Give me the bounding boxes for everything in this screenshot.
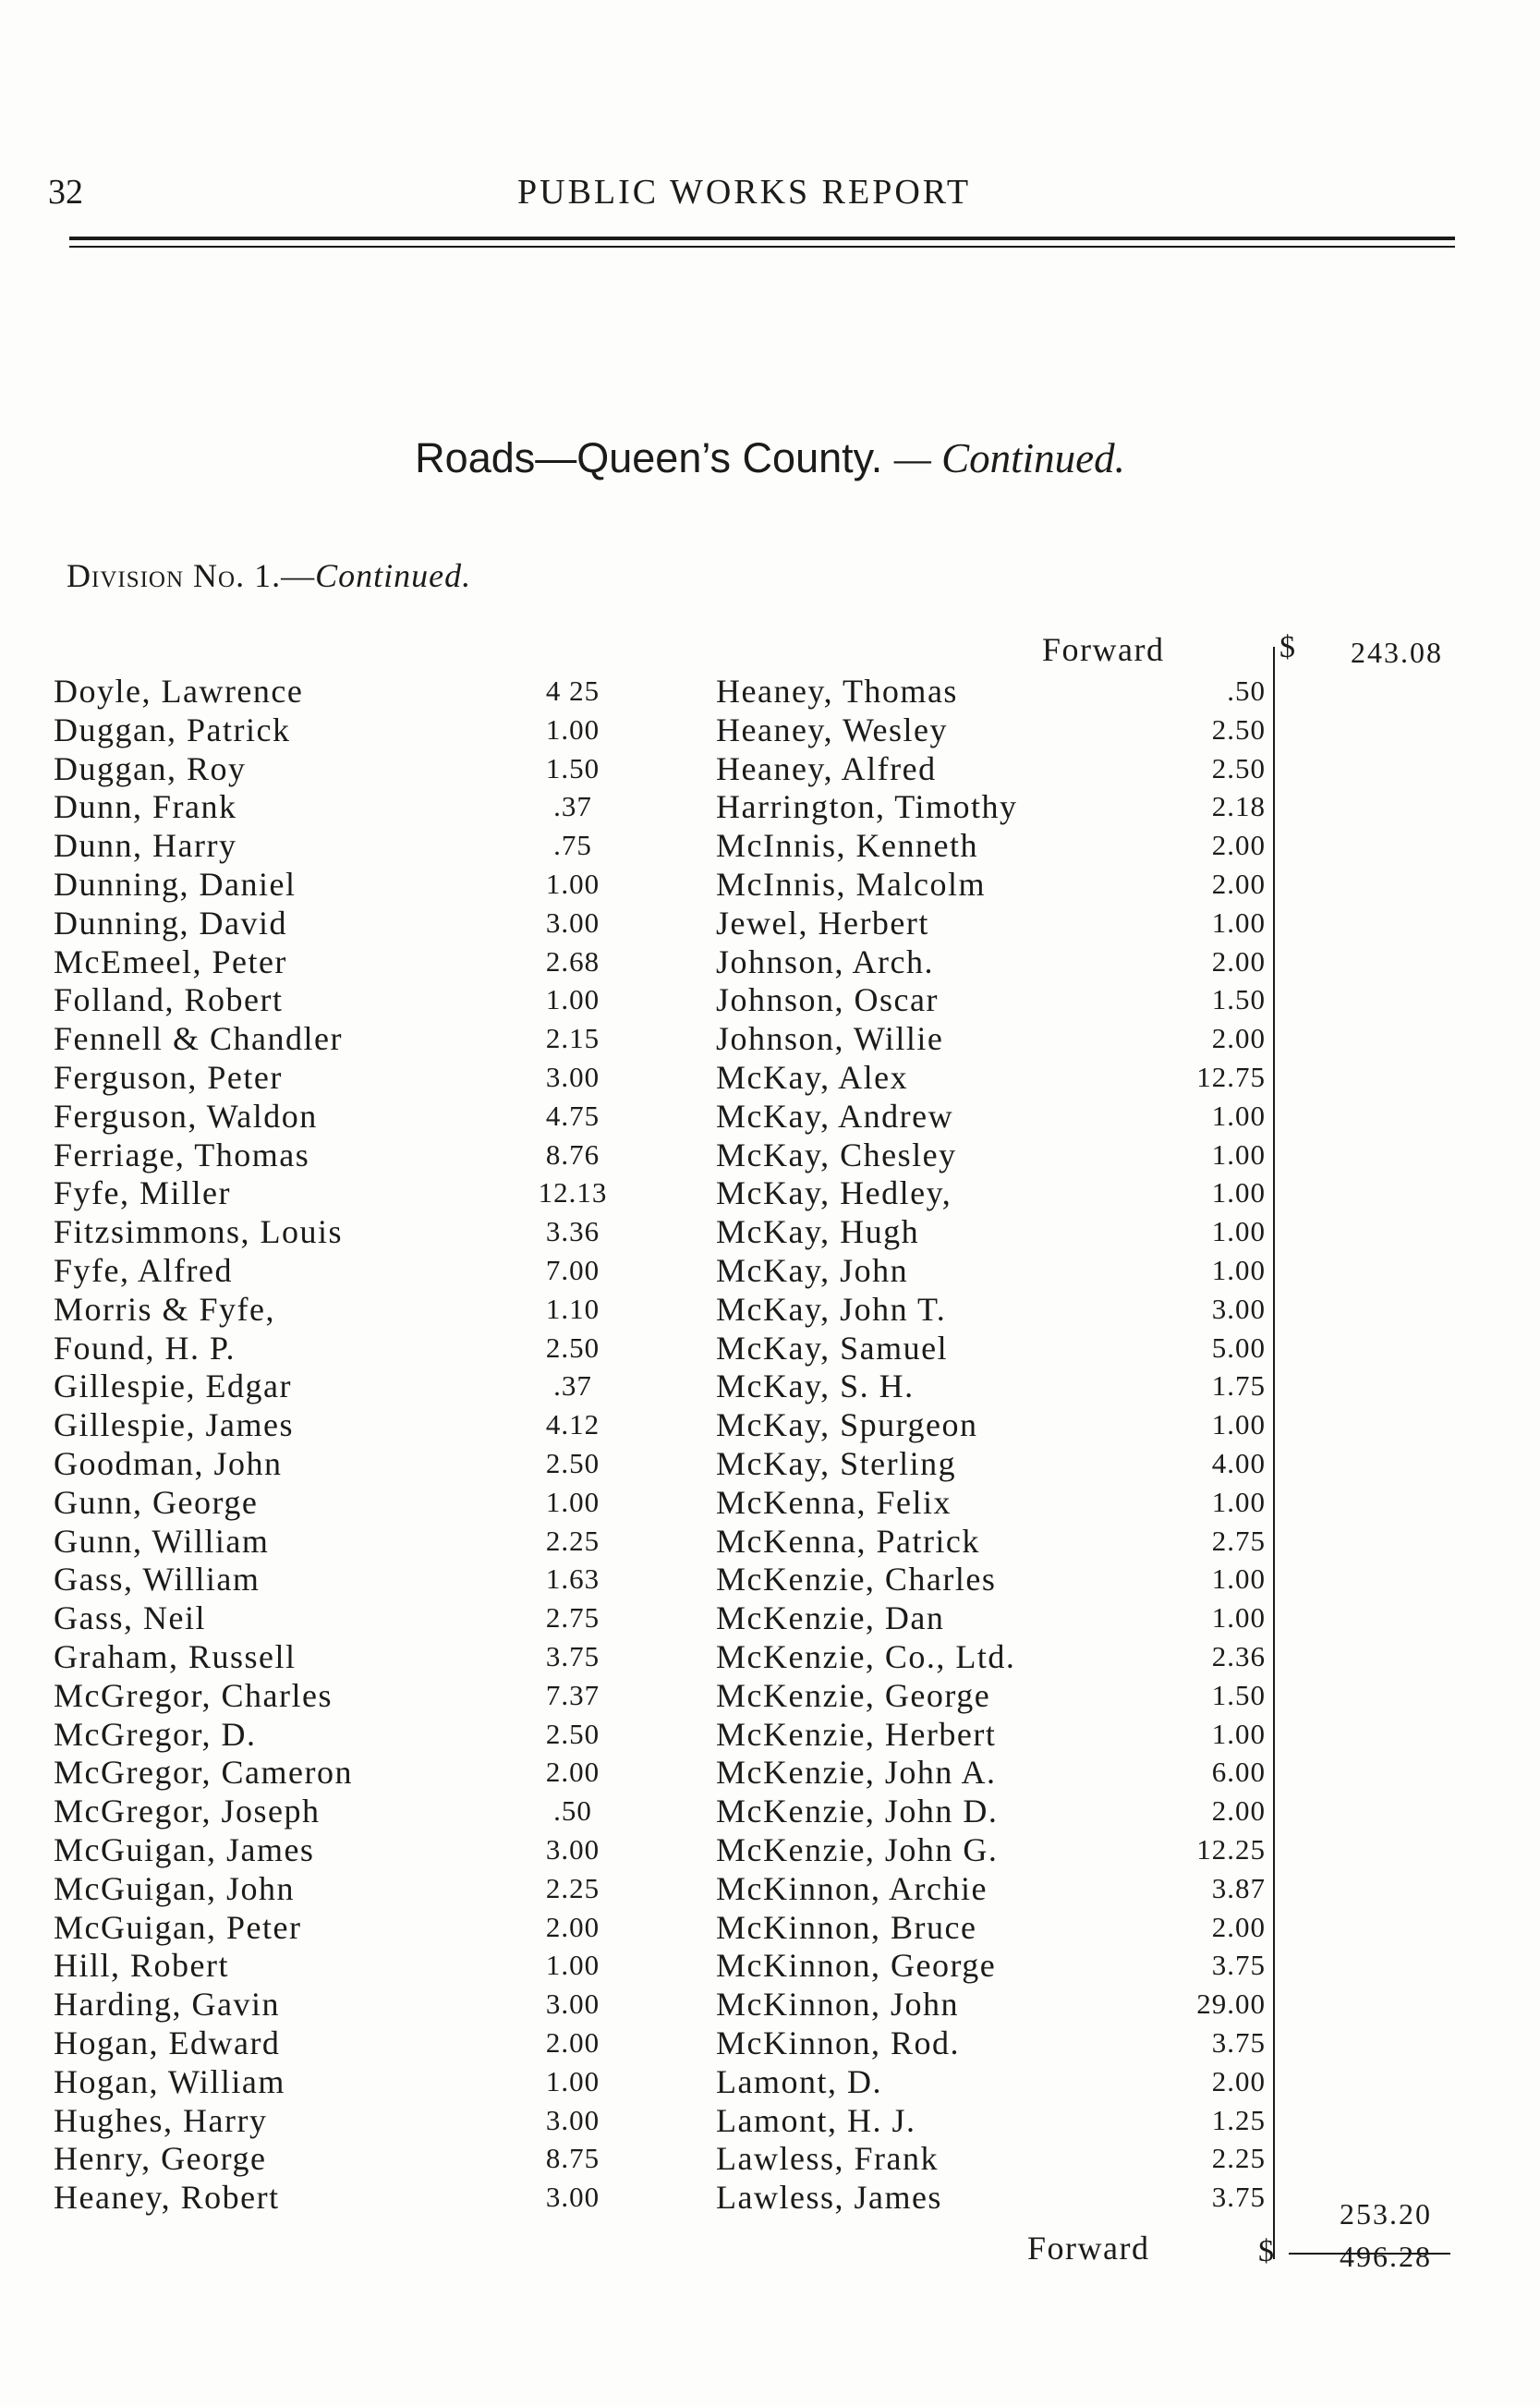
forward-label-top: Forward — [1042, 631, 1165, 668]
left-entry-name: McGuigan, John — [54, 1870, 295, 1907]
right-entry-amount: 1.00 — [1211, 1562, 1266, 1595]
left-entry-amount: 2.25 — [545, 1525, 600, 1557]
right-entry-amount: 1.25 — [1211, 2104, 1266, 2136]
left-entry-amount: 2.25 — [545, 1872, 600, 1904]
left-entry-amount: 2.75 — [545, 1601, 600, 1634]
page-number: 32 — [48, 173, 83, 212]
running-head: PUBLIC WORKS REPORT — [517, 173, 972, 212]
right-entry-amount: 2.25 — [1211, 2142, 1266, 2174]
right-entry-name: McKenzie, John D. — [716, 1793, 999, 1830]
left-entry-amount: .37 — [553, 790, 592, 822]
right-entry-name: McKay, Alex — [716, 1059, 909, 1096]
forward-amount-bottom: 496.28 — [1340, 2240, 1432, 2273]
right-entry-name: McKenzie, Co., Ltd. — [716, 1638, 1016, 1675]
right-entry-amount: 1.00 — [1211, 1254, 1266, 1286]
right-entry-name: Lamont, H. J. — [716, 2102, 916, 2139]
right-entry-name: McKay, Hugh — [716, 1213, 920, 1250]
left-entry-amount: 1.00 — [545, 983, 600, 1015]
right-entry-name: McKay, S. H. — [716, 1368, 915, 1404]
left-entry-name: Goodman, John — [54, 1445, 283, 1482]
right-entry-amount: 1.50 — [1211, 983, 1266, 1015]
right-entry-amount: 3.75 — [1211, 2181, 1266, 2213]
right-entry-name: McKay, John T. — [716, 1291, 947, 1328]
left-entry-amount: 3.36 — [545, 1215, 600, 1247]
left-entry-name: Hughes, Harry — [54, 2102, 268, 2139]
right-entry-name: McKenna, Felix — [716, 1484, 952, 1521]
right-entry-name: McKenzie, Charles — [716, 1561, 997, 1598]
right-entry-name: Heaney, Alfred — [716, 750, 937, 787]
right-entry-amount: 2.50 — [1211, 713, 1266, 746]
division-continued: Continued. — [315, 557, 472, 594]
forward-label-bottom: Forward — [1027, 2230, 1150, 2267]
left-entry-name: Gillespie, James — [54, 1406, 294, 1443]
left-entry-name: Graham, Russell — [54, 1638, 297, 1675]
right-entry-amount: .50 — [1227, 675, 1266, 707]
left-entry-amount: 3.00 — [545, 1833, 600, 1866]
right-entry-name: McKenzie, John A. — [716, 1754, 997, 1791]
left-entry-amount: 2.00 — [545, 2026, 600, 2059]
right-entry-name: Jewel, Herbert — [716, 905, 929, 942]
right-entry-amount: 3.75 — [1211, 2026, 1266, 2059]
right-entry-name: McKenzie, George — [716, 1677, 991, 1714]
left-entry-name: Gunn, William — [54, 1523, 270, 1560]
right-entry-amount: 2.75 — [1211, 1525, 1266, 1557]
right-entry-name: McKenzie, Dan — [716, 1599, 945, 1636]
right-entry-amount: 1.00 — [1211, 1100, 1266, 1132]
right-entry-name: McKenzie, Herbert — [716, 1716, 997, 1753]
left-entry-name: Fitzsimmons, Louis — [54, 1213, 344, 1250]
left-entry-amount: 2.68 — [545, 945, 600, 978]
left-entry-name: Gass, Neil — [54, 1599, 206, 1636]
left-entry-amount: .37 — [553, 1369, 592, 1402]
left-entry-name: Doyle, Lawrence — [54, 673, 304, 710]
left-entry-amount: 3.75 — [545, 1640, 600, 1672]
right-entry-name: Johnson, Arch. — [716, 943, 934, 980]
left-entry-amount: 8.75 — [545, 2142, 600, 2174]
left-entry-amount: 1.00 — [545, 2065, 600, 2097]
right-entry-amount: 1.00 — [1211, 1138, 1266, 1171]
right-entry-name: McKinnon, Rod. — [716, 2024, 960, 2061]
right-entry-amount: 1.50 — [1211, 1679, 1266, 1711]
section-title — [0, 434, 1540, 482]
left-entry-amount: 3.00 — [545, 2104, 600, 2136]
left-entry-name: Gillespie, Edgar — [54, 1368, 292, 1404]
left-entry-amount: 1.10 — [545, 1293, 600, 1325]
left-entry-name: Dunning, Daniel — [54, 866, 297, 903]
right-entry-amount: 1.75 — [1211, 1369, 1266, 1402]
left-entry-name: Dunn, Harry — [54, 827, 237, 864]
dollar-sign-bottom: $ — [1258, 2234, 1274, 2268]
left-entry-amount: 3.00 — [545, 906, 600, 939]
left-entry-name: Hill, Robert — [54, 1947, 229, 1984]
left-entry-name: Ferguson, Peter — [54, 1059, 283, 1096]
left-entry-name: Duggan, Patrick — [54, 711, 291, 748]
left-entry-amount: .50 — [553, 1794, 592, 1827]
left-entry-amount: 4 25 — [545, 675, 600, 707]
left-entry-name: Harding, Gavin — [54, 1986, 280, 2023]
left-entry-amount: 1.00 — [545, 1486, 600, 1518]
right-entry-amount: 5.00 — [1211, 1331, 1266, 1364]
left-entry-amount: 12.13 — [538, 1176, 608, 1209]
right-entry-amount: 3.75 — [1211, 1949, 1266, 1981]
right-entry-amount: 12.75 — [1196, 1061, 1266, 1093]
subtotal-amount: 253.20 — [1340, 2197, 1432, 2231]
left-entry-amount: 1.63 — [545, 1562, 600, 1595]
section-title-continued: — Continued. — [893, 435, 1125, 481]
left-entry-amount: 1.50 — [545, 752, 600, 784]
right-entry-name: Johnson, Oscar — [716, 981, 939, 1018]
division-label: Division No. 1.— — [67, 557, 316, 594]
left-entry-amount: 7.00 — [545, 1254, 600, 1286]
right-entry-amount: 2.00 — [1211, 2065, 1266, 2097]
right-entry-name: McKenna, Patrick — [716, 1523, 980, 1560]
left-entry-name: McGregor, Joseph — [54, 1793, 321, 1830]
section-title-main: Roads—Queen’s County. — [415, 434, 883, 481]
right-entry-name: Heaney, Wesley — [716, 711, 949, 748]
right-entry-name: McKay, Hedley, — [716, 1174, 952, 1211]
right-entry-name: McKay, Sterling — [716, 1445, 957, 1482]
dollar-sign-top: $ — [1279, 630, 1295, 664]
left-entry-name: McGregor, Cameron — [54, 1754, 353, 1791]
right-entry-name: McKay, John — [716, 1252, 909, 1289]
left-entry-amount: 3.00 — [545, 1988, 600, 2020]
right-entry-amount: 1.00 — [1211, 1601, 1266, 1634]
right-entry-amount: 3.00 — [1211, 1293, 1266, 1325]
right-entry-amount: 3.87 — [1211, 1872, 1266, 1904]
left-entry-name: Ferguson, Waldon — [54, 1098, 318, 1135]
right-entry-amount: 2.00 — [1211, 1022, 1266, 1054]
left-entry-amount: 2.15 — [545, 1022, 600, 1054]
left-entry-name: McGuigan, James — [54, 1831, 315, 1868]
left-entry-name: Morris & Fyfe, — [54, 1291, 275, 1328]
left-entry-amount: 1.00 — [545, 868, 600, 900]
left-entry-amount: .75 — [553, 829, 592, 861]
left-entry-amount: 8.76 — [545, 1138, 600, 1171]
left-entry-name: McGregor, D. — [54, 1716, 257, 1753]
left-entry-amount: 3.00 — [545, 2181, 600, 2213]
right-entry-name: McKinnon, John — [716, 1986, 959, 2023]
left-entry-name: Fyfe, Miller — [54, 1174, 231, 1211]
left-entry-amount: 2.00 — [545, 1756, 600, 1788]
left-entry-amount: 3.00 — [545, 1061, 600, 1093]
right-entry-amount: 29.00 — [1196, 1988, 1266, 2020]
right-entry-amount: 2.00 — [1211, 1794, 1266, 1827]
left-entry-amount: 1.00 — [545, 1949, 600, 1981]
division-heading — [67, 556, 471, 595]
left-entry-name: McGuigan, Peter — [54, 1909, 302, 1946]
right-entry-amount: 1.00 — [1211, 1486, 1266, 1518]
left-entry-name: Gass, William — [54, 1561, 261, 1598]
right-entry-name: Heaney, Thomas — [716, 673, 958, 710]
right-entry-name: McKinnon, George — [716, 1947, 997, 1984]
right-entry-amount: 2.00 — [1211, 945, 1266, 978]
left-entry-name: Heaney, Robert — [54, 2179, 280, 2216]
left-entry-name: Dunn, Frank — [54, 788, 237, 825]
right-entry-amount: 4.00 — [1211, 1447, 1266, 1479]
right-entry-name: McKinnon, Bruce — [716, 1909, 977, 1946]
right-entry-name: McInnis, Malcolm — [716, 866, 986, 903]
left-entry-name: McEmeel, Peter — [54, 943, 287, 980]
right-entry-amount: 2.00 — [1211, 868, 1266, 900]
left-entry-amount: 1.00 — [545, 713, 600, 746]
right-entry-amount: 1.00 — [1211, 1718, 1266, 1750]
left-entry-amount: 2.00 — [545, 1911, 600, 1943]
left-entry-amount: 4.75 — [545, 1100, 600, 1132]
left-entry-name: Hogan, William — [54, 2063, 285, 2100]
left-entry-name: Found, H. P. — [54, 1330, 236, 1367]
right-entry-amount: 12.25 — [1196, 1833, 1266, 1866]
right-entry-amount: 1.00 — [1211, 1408, 1266, 1441]
right-entry-amount: 1.00 — [1211, 1215, 1266, 1247]
right-entry-name: Johnson, Willie — [716, 1020, 944, 1057]
left-entry-name: Fyfe, Alfred — [54, 1252, 233, 1289]
forward-amount-top: 243.08 — [1351, 636, 1443, 669]
right-entry-name: McKay, Spurgeon — [716, 1406, 978, 1443]
left-entry-name: Folland, Robert — [54, 981, 284, 1018]
right-entry-name: McKay, Samuel — [716, 1330, 949, 1367]
right-entry-name: Harrington, Timothy — [716, 788, 1018, 825]
right-entry-amount: 2.00 — [1211, 829, 1266, 861]
amount-column-rule — [1273, 647, 1275, 2259]
left-entry-name: Hogan, Edward — [54, 2024, 281, 2061]
left-entry-name: Henry, George — [54, 2140, 267, 2177]
left-entry-name: Duggan, Roy — [54, 750, 247, 787]
left-entry-amount: 2.50 — [545, 1447, 600, 1479]
right-entry-amount: 2.50 — [1211, 752, 1266, 784]
right-entry-amount: 2.00 — [1211, 1911, 1266, 1943]
right-entry-amount: 1.00 — [1211, 906, 1266, 939]
left-entry-name: Gunn, George — [54, 1484, 259, 1521]
right-entry-amount: 2.18 — [1211, 790, 1266, 822]
right-entry-name: McKenzie, John G. — [716, 1831, 999, 1868]
header-rule-thick — [69, 237, 1455, 240]
left-entry-name: Ferriage, Thomas — [54, 1137, 310, 1173]
right-entry-name: Lawless, Frank — [716, 2140, 939, 2177]
left-entry-amount: 4.12 — [545, 1408, 600, 1441]
right-entry-name: Lamont, D. — [716, 2063, 882, 2100]
left-entry-name: Dunning, David — [54, 905, 287, 942]
right-entry-name: McKinnon, Archie — [716, 1870, 988, 1907]
header-rule-thin — [69, 246, 1455, 248]
right-entry-name: McKay, Andrew — [716, 1098, 954, 1135]
right-entry-amount: 1.00 — [1211, 1176, 1266, 1209]
left-entry-amount: 2.50 — [545, 1331, 600, 1364]
left-entry-name: McGregor, Charles — [54, 1677, 333, 1714]
left-entry-amount: 2.50 — [545, 1718, 600, 1750]
left-entry-amount: 7.37 — [545, 1679, 600, 1711]
right-entry-name: McInnis, Kenneth — [716, 827, 978, 864]
right-entry-amount: 2.36 — [1211, 1640, 1266, 1672]
right-entry-name: Lawless, James — [716, 2179, 942, 2216]
right-entry-amount: 6.00 — [1211, 1756, 1266, 1788]
right-entry-name: McKay, Chesley — [716, 1137, 957, 1173]
left-entry-name: Fennell & Chandler — [54, 1020, 343, 1057]
